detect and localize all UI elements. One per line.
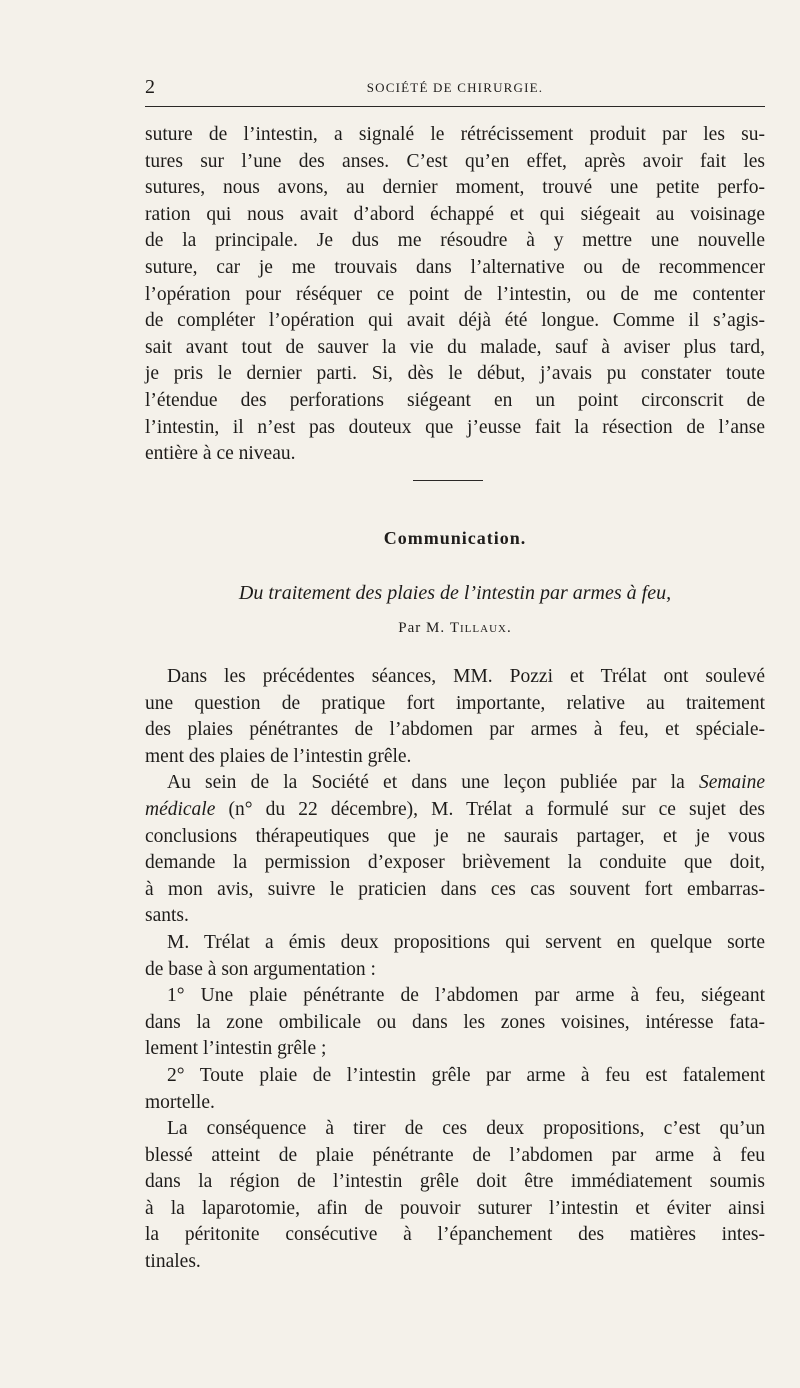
article-title: Du traitement des plaies de l’intestin par armes à feu, — [238, 582, 672, 604]
article-body — [145, 664, 765, 1276]
text-line: La conséquence à tirer de ces deux propositions, c’est qu’un — [167, 1118, 765, 1140]
text-line: sait avant tout de sauver la vie du malade, sauf à aviser plus tard, — [145, 336, 765, 358]
text-line: une question de pratique fort importante, relative au traitement — [145, 692, 765, 714]
text-line: entière à ce niveau. — [145, 443, 296, 465]
text-line: suture de l’intestin, a signalé le rétrécissement produit par les su- — [145, 124, 765, 145]
author-line — [145, 620, 765, 637]
text-line: dans la zone ombilicale ou dans les zones voisines, intéresse fata- — [145, 1011, 765, 1033]
text-line: médicale (n° du 22 décembre), M. Trélat a formulé sur ce sujet des — [145, 798, 765, 820]
text-line: conclusions thérapeutiques que je ne saurais partager, et je vous — [145, 825, 765, 847]
text-line: tures sur l’une des anses. C’est qu’en effet, après avoir fait les — [145, 150, 765, 172]
text-line: je pris le dernier parti. Si, dès le début, j’avais pu constater toute — [145, 363, 765, 385]
text-line: sants. — [145, 905, 189, 927]
text-line: ment des plaies de l’intestin grêle. — [145, 745, 412, 767]
text-line: l’étendue des perforations siégeant en un point circonscrit de — [145, 389, 765, 411]
header-rule — [145, 106, 765, 107]
text-line: suture, car je me trouvais dans l’alternative ou de recommencer — [145, 256, 765, 278]
text-line: de base à son argumentation : — [145, 958, 376, 980]
author-name: Tillaux. — [449, 620, 512, 636]
text-line: la péritonite consécutive à l’épanchement des matières intes- — [145, 1224, 765, 1246]
text-line: sutures, nous avons, au dernier moment, trouvé une petite perfo- — [145, 177, 765, 199]
text-line: lement l’intestin grêle ; — [145, 1038, 327, 1060]
text-line: ration qui nous avait d’abord échappé et qui siégeait au voisinage — [145, 203, 765, 225]
paragraph-continued — [145, 122, 765, 468]
text-line: à la laparotomie, afin de pouvoir suturer l’intestin et éviter ainsi — [145, 1197, 765, 1219]
text-line: mortelle. — [145, 1091, 215, 1113]
text-line: à mon avis, suivre le praticien dans ces cas souvent fort embarras- — [145, 878, 765, 900]
text-line: Au sein de la Société et dans une leçon publiée par la Semaine — [167, 772, 765, 794]
text-line: 2° Toute plaie de l’intestin grêle par arme à feu est fatalement — [167, 1064, 765, 1086]
text-line: 1° Une plaie pénétrante de l’abdomen par arme à feu, siégeant — [167, 985, 765, 1007]
text-line: l’intestin, il n’est pas douteux que j’eusse fait la résection de l’anse — [145, 416, 765, 438]
text-line: Dans les précédentes séances, MM. Pozzi et Trélat ont soulevé — [167, 666, 765, 687]
section-separator — [413, 480, 483, 481]
text-line: de la principale. Je dus me résoudre à y mettre une nouvelle — [145, 230, 765, 252]
text-line: demande la permission d’exposer brièvement la conduite que doit, — [145, 852, 765, 874]
text-line: dans la région de l’intestin grêle doit être immédiatement soumis — [145, 1171, 765, 1193]
running-head-title: SOCIÉTÉ DE CHIRURGIE. — [366, 80, 544, 95]
running-head — [145, 72, 765, 102]
text-line: l’opération pour réséquer ce point de l’intestin, ou de me contenter — [145, 283, 765, 305]
text-line: de compléter l’opération qui avait déjà été longue. Comme il s’agis- — [145, 310, 765, 332]
author-prefix: Par M. — [398, 620, 446, 636]
section-heading: Communication. — [383, 528, 527, 548]
text-line: tinales. — [145, 1251, 201, 1273]
text-line: des plaies pénétrantes de l’abdomen par armes à feu, et spéciale- — [145, 719, 765, 741]
text-line: M. Trélat a émis deux propositions qui servent en quelque sorte — [167, 931, 765, 953]
text-line: blessé atteint de plaie pénétrante de l’abdomen par arme à feu — [145, 1144, 765, 1166]
page-number: 2 — [145, 76, 155, 98]
